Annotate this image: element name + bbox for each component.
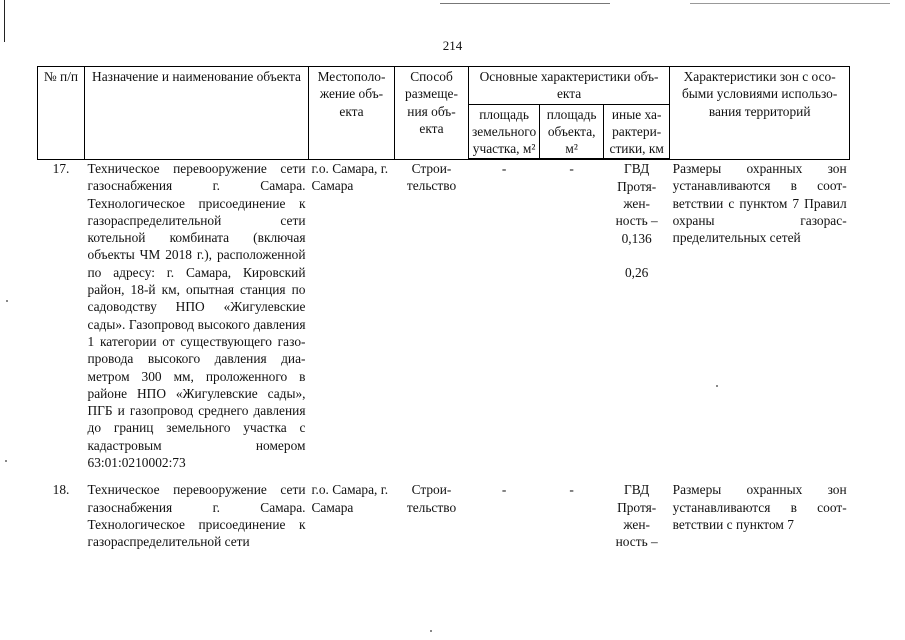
row-number: 17.	[52, 160, 70, 176]
header-main-characteristics: Основные характеристики объекта	[469, 67, 670, 105]
scan-edge-line	[4, 0, 5, 42]
other-line: жен-	[623, 196, 650, 212]
object-area-value: -	[569, 482, 574, 498]
other-line: 0,136	[621, 230, 652, 246]
other-line: жен-	[623, 516, 650, 532]
scan-speck	[6, 300, 8, 302]
other-line: ность –	[615, 213, 658, 229]
scan-speck	[430, 630, 432, 632]
row-number: 18.	[52, 482, 70, 498]
other-line: ГВД	[624, 482, 650, 498]
other-line: ГВД	[624, 161, 650, 177]
object-location: г.о. Самара, г. Самара	[311, 482, 389, 515]
other-line: 0,26	[624, 264, 649, 280]
header-land-area: площадь земельного участка, м²	[469, 104, 540, 159]
header-purpose: Назначение и наименование объекта	[85, 67, 309, 160]
zone-characteristics: Размеры охранных зон устанавливаются в соответствии с пунктом 7	[672, 482, 847, 532]
header-zones: Характеристики зон с особыми условиями использования территорий	[670, 67, 850, 160]
header-location: Местоположение объекта	[309, 67, 395, 160]
header-method: Способ размещения объекта	[395, 67, 469, 160]
object-purpose: Техническое перевооружение сети газоснабжения г. Самара. Технологическое присоединение к газораспределительной сети котельной комбината (включая объекты ЧМ 2018 г.), расположенной по адресу: г. Самара, Кировский район, 18-й км, опытная станция по садоводству НПО «Жигулевские сады». Газопровод высокого давления 1 категории от существующего газопровода высокого давления диаметром 300 мм, проложенного в районе НПО «Жигулевские сады», ПГБ и газопровод среднего давления до границ земельного участка с кадастровым номером 63:01:0210002:73	[87, 160, 306, 471]
header-object-area: площадь объекта, м²	[540, 104, 604, 159]
other-line: ность –	[615, 534, 658, 550]
scan-speck	[5, 460, 7, 462]
page-number: 214	[442, 38, 463, 53]
other-characteristics-value	[604, 159, 670, 471]
table-row	[38, 159, 850, 471]
zone-characteristics: Размеры охранных зон устанавливаются в соответствии с пунктом 7 Правил охраны газораспределительных сетей	[672, 160, 847, 246]
land-area-value: -	[501, 482, 507, 498]
other-characteristics-value	[604, 481, 670, 550]
row-gap	[38, 471, 850, 481]
header-other-characteristics: иные характеристики, км	[604, 104, 670, 159]
other-line: Протя-	[617, 178, 657, 194]
header-number: № п/п	[38, 67, 85, 160]
placement-method: Строительство	[406, 482, 457, 515]
object-location: г.о. Самара, г. Самара	[311, 160, 389, 194]
object-area-value: -	[569, 161, 574, 177]
object-purpose: Техническое перевооружение сети газоснабжения г. Самара. Технологическое присоединение к газораспределительной сети	[87, 482, 306, 550]
scan-edge-line	[440, 3, 610, 4]
table-row	[38, 481, 850, 550]
other-line: Протя-	[617, 499, 657, 515]
scan-edge-line	[690, 3, 890, 4]
objects-table	[37, 66, 850, 551]
line-spacer	[607, 247, 667, 264]
placement-method: Строительство	[406, 160, 457, 194]
land-area-value: -	[501, 161, 507, 177]
